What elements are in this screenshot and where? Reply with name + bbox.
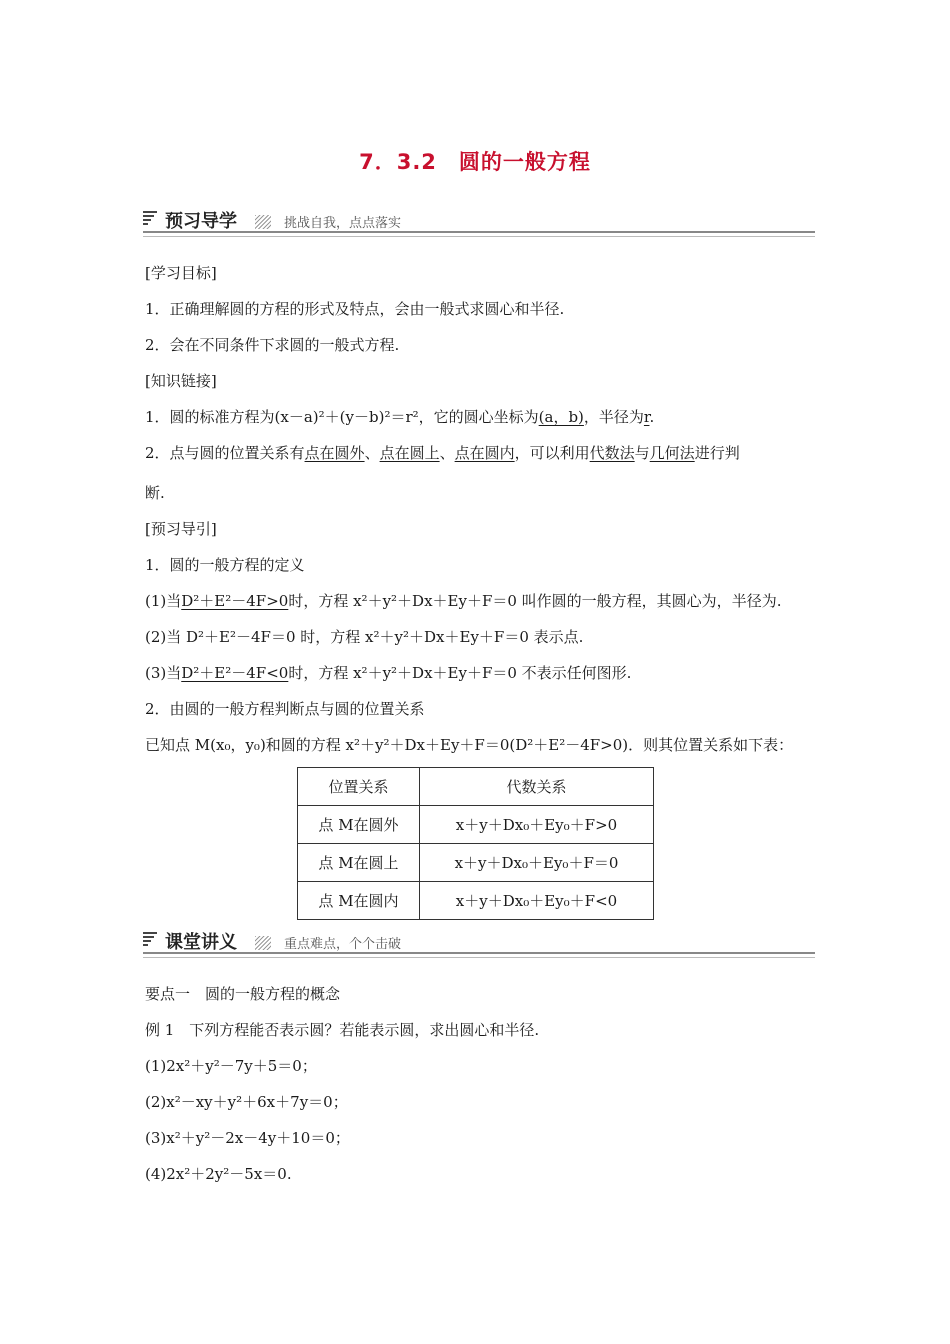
answer: 几何法 (649, 444, 695, 462)
tag-goals: [学习目标] (145, 264, 217, 282)
answer-condition: D²＋E²－4F>0 (181, 592, 289, 610)
text: 、 (364, 444, 380, 462)
answer-radius: r (643, 408, 650, 426)
answer: 点在圆外 (304, 444, 365, 462)
text: 时，方程 x²＋y²＋Dx＋Ey＋F＝0 叫作圆的一般方程，其圆心为，半径为. (288, 592, 782, 610)
table-cell: x＋y＋Dx₀＋Ey₀＋F＝0 (420, 844, 654, 882)
divider (143, 236, 815, 237)
page-title: 7．3.2 圆的一般方程 (359, 150, 591, 174)
table-cell: x＋y＋Dx₀＋Ey₀＋F>0 (420, 806, 654, 844)
guide-1-2: (2)当 D²＋E²－4F＝0 时，方程 x²＋y²＋Dx＋Ey＋F＝0 表示点. (145, 628, 584, 646)
text: 进行判 (694, 444, 740, 462)
table-cell: 点 M在圆内 (298, 882, 420, 920)
table-cell: 点 M在圆外 (298, 806, 420, 844)
text: 时，方程 x²＋y²＋Dx＋Ey＋F＝0 不表示任何图形. (288, 664, 632, 682)
section-title: 预习导学 (165, 211, 237, 232)
tag-links: [知识链接] (145, 372, 217, 390)
table-cell: x＋y＋Dx₀＋Ey₀＋F<0 (420, 882, 654, 920)
example-1-item: (2)x²－xy＋y²＋6x＋7y＝0； (145, 1093, 348, 1111)
text: 2．点与圆的位置关系有 (145, 444, 305, 462)
text: 、 (439, 444, 455, 462)
tag-guide: [预习导引] (145, 520, 217, 538)
key-point-1: 要点一 圆的一般方程的概念 (145, 985, 341, 1003)
example-1-item: (1)2x²＋y²－7y＋5＝0； (145, 1057, 317, 1075)
table-cell: 点 M在圆上 (298, 844, 420, 882)
answer: 点在圆内 (454, 444, 515, 462)
link-2-continued: 断. (145, 484, 165, 502)
goal-1: 1．正确理解圆的方程的形式及特点，会由一般式求圆心和半径. (145, 300, 565, 318)
text: (3)当 (145, 664, 182, 682)
section-lines-icon (143, 932, 157, 946)
table-row (298, 806, 654, 844)
section-header-lecture (143, 928, 815, 954)
table-header: 代数关系 (420, 768, 654, 806)
text: ，半径为 (583, 408, 644, 426)
divider (143, 957, 815, 958)
guide-1-title: 1．圆的一般方程的定义 (145, 556, 305, 574)
section-header-preview (143, 207, 815, 233)
answer: 代数法 (589, 444, 635, 462)
table-header: 位置关系 (298, 768, 420, 806)
guide-2-title: 2．由圆的一般方程判断点与圆的位置关系 (145, 700, 425, 718)
goal-2: 2．会在不同条件下求圆的一般式方程. (145, 336, 400, 354)
link-2 (145, 443, 740, 463)
section-subtitle: 挑战自我，点点落实 (284, 216, 402, 231)
guide-2-text: 已知点 M(x₀，y₀)和圆的方程 x²＋y²＋Dx＋Ey＋F＝0(D²＋E²－4F>0)．则其位置关系如下表： (145, 736, 794, 754)
hatch-decoration (255, 215, 271, 229)
divider (143, 231, 815, 233)
example-1-item: (3)x²＋y²－2x－4y＋10＝0； (145, 1129, 350, 1147)
link-1 (145, 407, 654, 427)
text: 与 (634, 444, 650, 462)
guide-1-3 (145, 663, 631, 683)
text: ，可以利用 (514, 444, 590, 462)
divider (143, 952, 815, 954)
example-1: 例 1 下列方程能否表示圆？若能表示圆，求出圆心和半径. (145, 1021, 540, 1039)
hatch-decoration (255, 936, 271, 950)
section-lines-icon (143, 211, 157, 225)
text: (1)当 (145, 592, 182, 610)
text: 1．圆的标准方程为(x－a)²＋(y－b)²＝r²，它的圆心坐标为 (145, 408, 539, 426)
table-row (298, 844, 654, 882)
text: . (649, 408, 655, 426)
answer-center: (a，b) (538, 408, 584, 426)
table-row (298, 882, 654, 920)
table-header-row (298, 768, 654, 806)
answer-condition: D²＋E²－4F<0 (181, 664, 289, 682)
section-subtitle: 重点难点，个个击破 (284, 937, 402, 952)
section-title: 课堂讲义 (165, 932, 237, 953)
example-1-item: (4)2x²＋2y²－5x＝0. (145, 1165, 292, 1183)
guide-1-1 (145, 591, 781, 611)
answer: 点在圆上 (379, 444, 440, 462)
position-relation-table (297, 767, 654, 920)
